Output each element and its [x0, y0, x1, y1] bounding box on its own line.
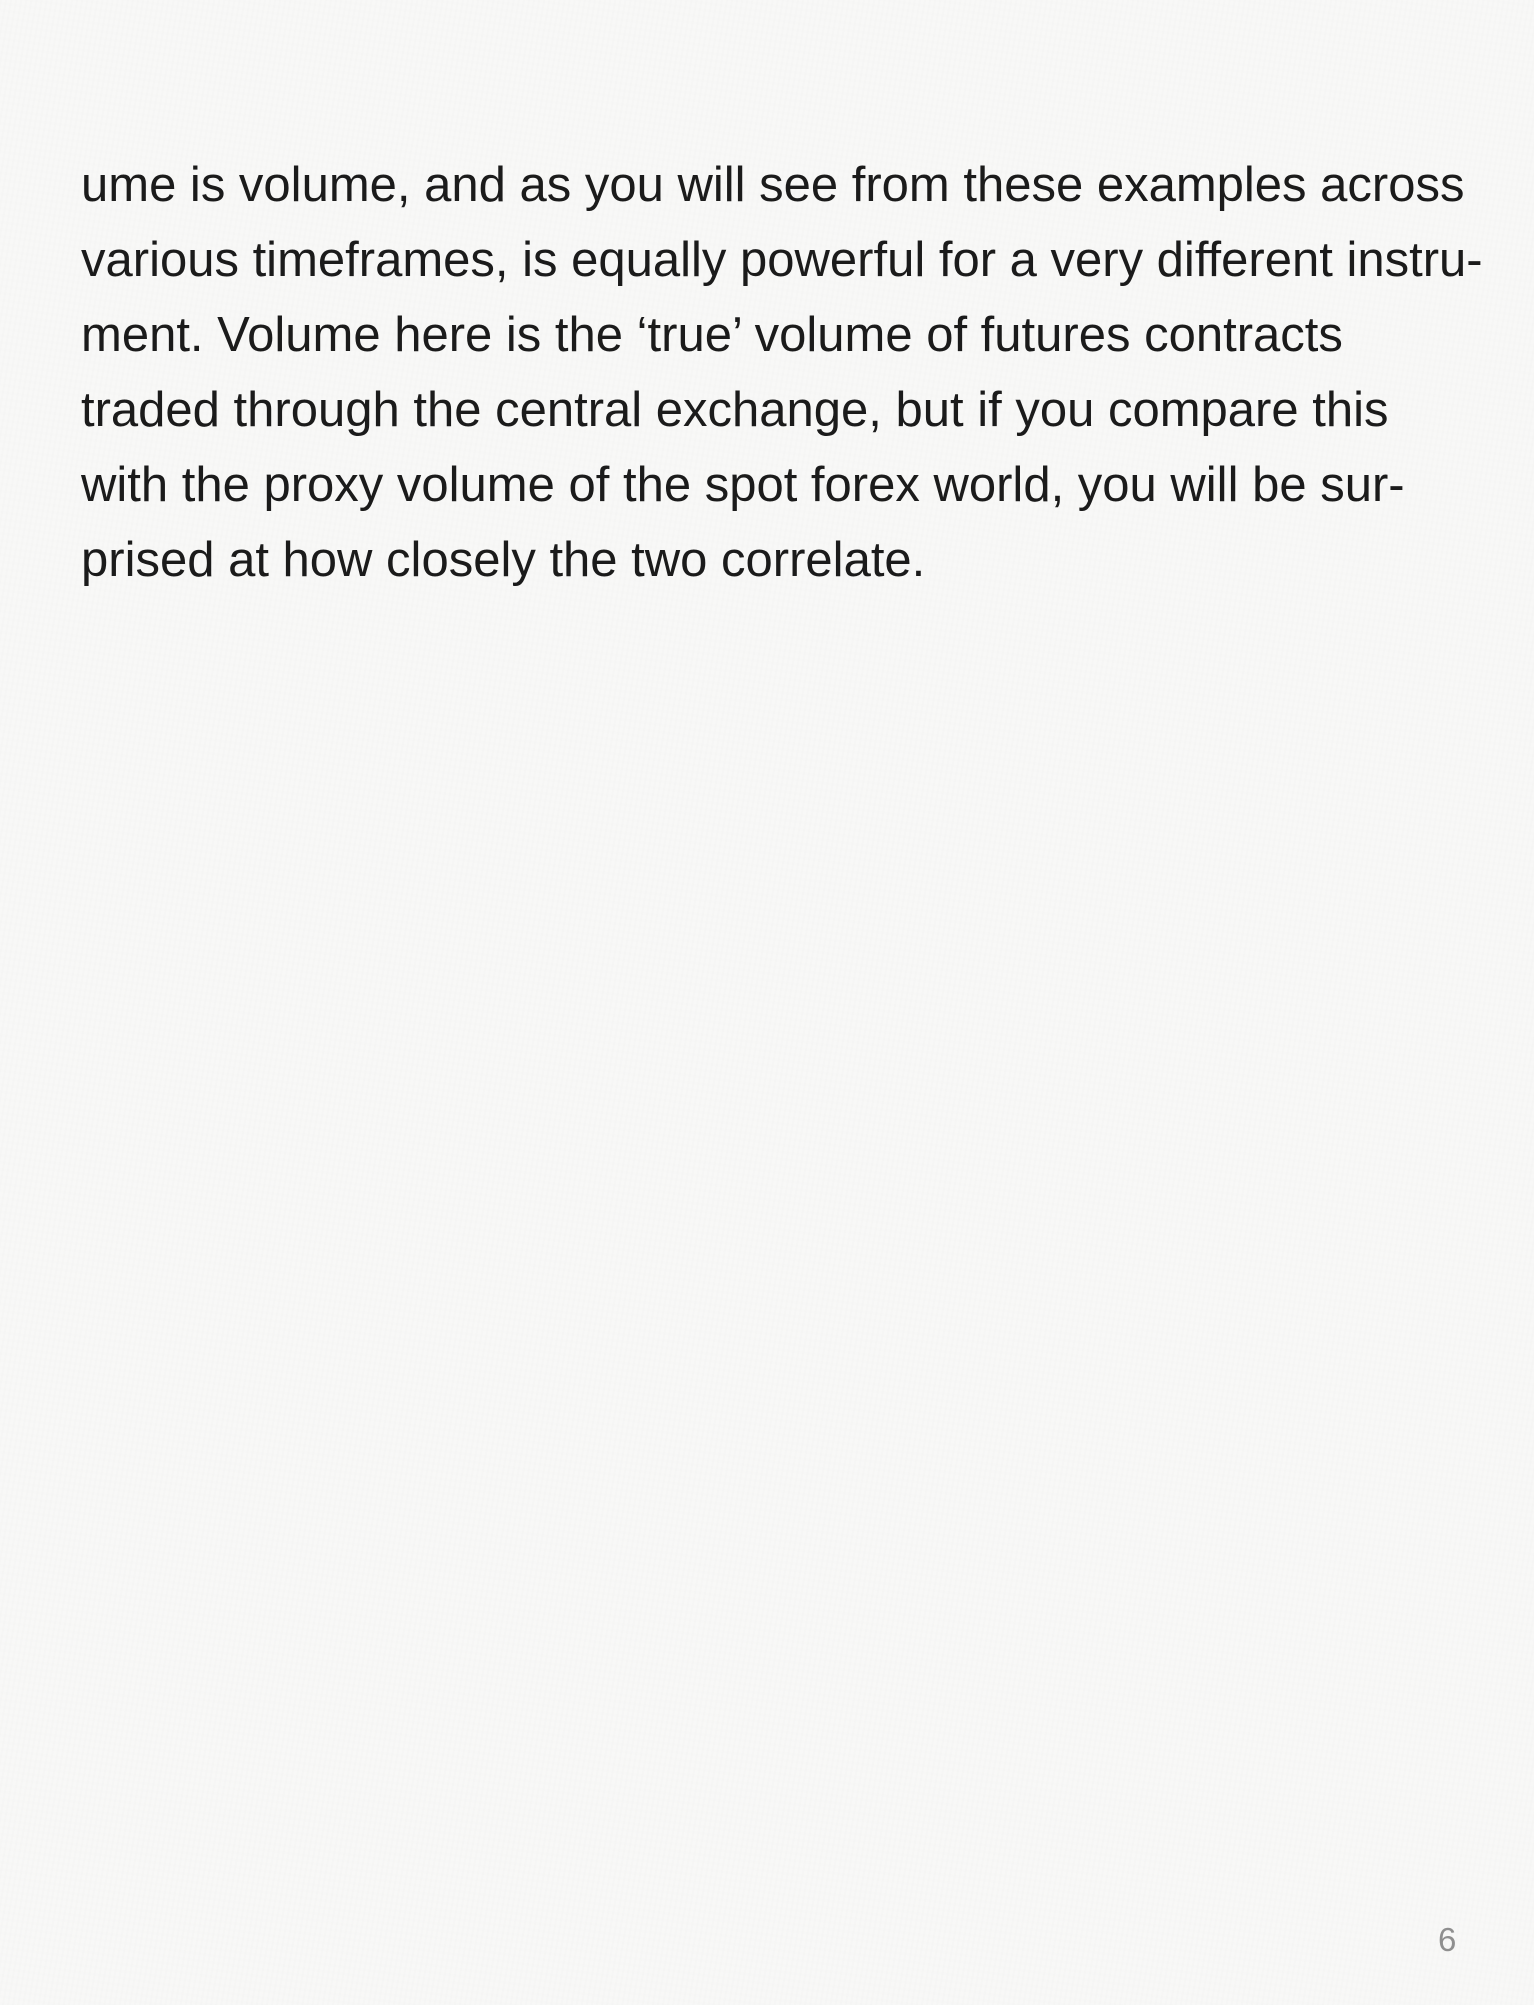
paragraph-line: traded through the central exchange, but if you compare this — [81, 383, 1389, 437]
paragraph-line: with the proxy volume of the spot forex world, you will be sur- — [81, 458, 1405, 512]
body-paragraph — [81, 148, 1506, 598]
paragraph-line: ume is volume, and as you will see from these examples across — [81, 158, 1465, 212]
paragraph-line: various timeframes, is equally powerful for a very different instru- — [81, 233, 1483, 287]
paragraph-line: prised at how closely the two correlate. — [81, 533, 926, 587]
paragraph-line: ment. Volume here is the ‘true’ volume of futures contracts — [81, 308, 1343, 362]
page-number: 6 — [1438, 1921, 1457, 1958]
